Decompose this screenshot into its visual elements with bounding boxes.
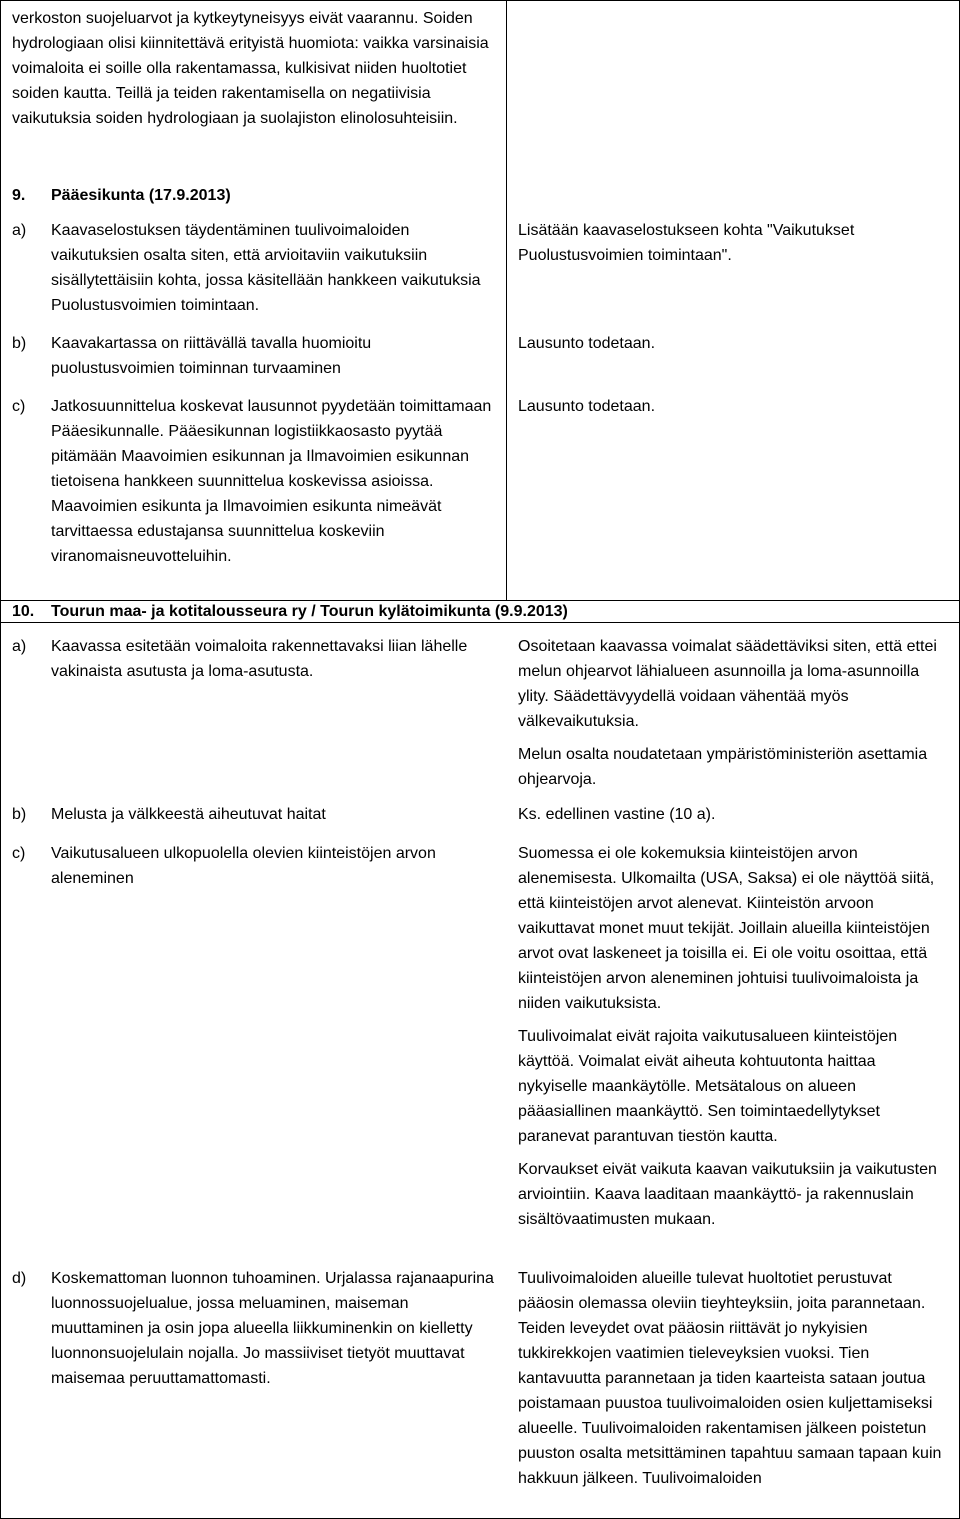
column-divider bbox=[506, 0, 507, 600]
statement-text: Jatkosuunnittelua koskevat lausunnot pyydetään toimittamaan Pääesikunnalle. Pääesikunnan logistiikkaosasto pyytää pitämään Maavoimien esikunnan ja Ilmavoimien esikunnan tietoisena hankkeen suunnittelua koskevissa asioissa. Maavoimien esikunta ja Ilmavoimien esikunta nimeävät tarvittaessa edustajansa suunnittelua koskeviin viranomaisneuvotteluihin. bbox=[51, 398, 492, 565]
statement-text: Kaavaselostuksen täydentäminen tuulivoimaloiden vaikutuksien osalta siten, että arvioitaviin vaikutuksiin sisällytettäisiin kohta, jossa käsitellään hankkeen vaikutuksia Puolustusvoimien toimintaan. bbox=[51, 222, 481, 314]
statement-text: Vaikutusalueen ulkopuolella olevien kiinteistöjen arvon aleneminen bbox=[51, 845, 436, 887]
response-block bbox=[518, 634, 948, 800]
statement-text: Kaavakartassa on riittävällä tavalla huomioitu puolustusvoimien toiminnan turvaaminen bbox=[51, 335, 372, 377]
response-text: Lausunto todetaan. bbox=[518, 335, 656, 352]
statement-item bbox=[12, 634, 496, 684]
response-paragraph: Melun osalta noudatetaan ympäristöministeriön asettamia ohjearvoja. bbox=[518, 746, 928, 788]
section-title: Tourun maa- ja kotitalousseura ry / Tourun kylätoimikunta (9.9.2013) bbox=[51, 603, 568, 620]
statement-text: Melusta ja välkkeestä aiheutuvat haitat bbox=[51, 806, 326, 823]
section-10-heading bbox=[12, 599, 568, 624]
item-letter: a) bbox=[12, 638, 27, 655]
section-number: 10. bbox=[12, 603, 35, 620]
response-text: Lisätään kaavaselostukseen kohta "Vaikutukset Puolustusvoimien toimintaan". bbox=[518, 222, 855, 264]
response-paragraph: Tuulivoimaloiden alueille tulevat huoltotiet perustuvat pääosin olemassa oleviin tieyhteyksiin, joita parannetaan. Teiden leveydet ovat pääosin riittävät jo nykyisien tukkirekkojen vaatimien tieleveyksien vuoksi. Tien kantavuutta parannetaan ja tiden kaarteista sataan joutua poistamaan puustoa tuulivoimaloiden osien kuljettamiseksi alueelle. Tuulivoimaloiden rakentamisen jälkeen poistetun puuston osalta metsittäminen tapahtuu samaan tapaan kuin hakkuun jälkeen. Tuulivoimaloiden bbox=[518, 1270, 942, 1487]
statement-item bbox=[12, 331, 496, 381]
item-letter: b) bbox=[12, 806, 27, 823]
response-block bbox=[518, 841, 948, 1240]
statement-item bbox=[12, 1266, 496, 1391]
item-letter: b) bbox=[12, 335, 27, 352]
response-paragraph: Ks. edellinen vastine (10 a). bbox=[518, 806, 716, 823]
response-paragraph: Tuulivoimalat eivät rajoita vaikutusalueen kiinteistöjen käyttöä. Voimalat eivät aiheuta kohtuutonta haittaa nykyiselle maankäytölle. Metsätalous on alueen pääasiallinen maankäyttö. Sen toimintaedellytykset paranevat parantuvan tiestön kautta. bbox=[518, 1028, 898, 1145]
section-9-heading bbox=[12, 183, 231, 208]
statement-text: Koskemattoman luonnon tuhoaminen. Urjalassa rajanaapurina luonnossuojelualue, jossa meluaminen, maiseman muuttaminen ja osin jopa alueella liikkuminenkin on kielletty luonnonsuojelulain nojalla. Jo massiiviset tietyöt muuttavat maisemaa peruuttamattomasti. bbox=[51, 1270, 494, 1387]
statement-item bbox=[12, 841, 496, 891]
statement-text: Kaavassa esitetään voimaloita rakennettavaksi liian lähelle vakinaista asutusta ja loma-asutusta. bbox=[51, 638, 468, 680]
statement-item bbox=[12, 394, 496, 569]
response-paragraph: Suomessa ei ole kokemuksia kiinteistöjen arvon alenemisesta. Ulkomailta (USA, Saksa) ei ole näyttöä siitä, että kiinteistöjen arvot alenevat. Kiinteistön arvoon vaikuttavat monet muut tekijät. Joillain alueilla kiinteistöjen arvot ovat laskeneet ja toisilla ei. Ei ole voitu osoittaa, että kiinteistöjen arvon aleneminen johtuisi tuulivoimaloista ja niiden vaikutuksista. bbox=[518, 845, 935, 1012]
item-letter: c) bbox=[12, 398, 26, 415]
section-number: 9. bbox=[12, 187, 26, 204]
response-block bbox=[518, 1266, 948, 1499]
intro-paragraph: verkoston suojeluarvot ja kytkeytyneisyys eivät vaarannu. Soiden hydrologiaan olisi kiinnitettävä erityistä huomiota: vaikka varsinaisia voimaloita ei soille olla rakentamassa, kulkisivat niiden huoltotiet soiden kautta. Teillä ja teiden rakentamisella on negatiivisia vaikutuksia soiden hydrologiaan ja suolajiston elinolosuhteisiin. bbox=[12, 10, 489, 127]
response-paragraph: Osoitetaan kaavassa voimalat säädettäviksi siten, että ettei melun ohjearvot lähialueen asunnoilla ja loma-asunnoilla ylity. Säädettävyydellä voidaan vähentää myös välkevaikutuksia. bbox=[518, 638, 937, 730]
statement-item bbox=[12, 218, 496, 318]
section-title: Pääesikunta (17.9.2013) bbox=[51, 187, 231, 204]
item-letter: a) bbox=[12, 222, 27, 239]
response-text: Lausunto todetaan. bbox=[518, 398, 656, 415]
item-letter: c) bbox=[12, 845, 26, 862]
item-letter: d) bbox=[12, 1270, 27, 1287]
response-block bbox=[518, 802, 948, 835]
statement-item bbox=[12, 802, 496, 827]
response-paragraph: Korvaukset eivät vaikuta kaavan vaikutuksiin ja vaikutusten arviointiin. Kaava laaditaan maankäyttö- ja rakennuslain sisältövaatimusten mukaan. bbox=[518, 1161, 937, 1228]
